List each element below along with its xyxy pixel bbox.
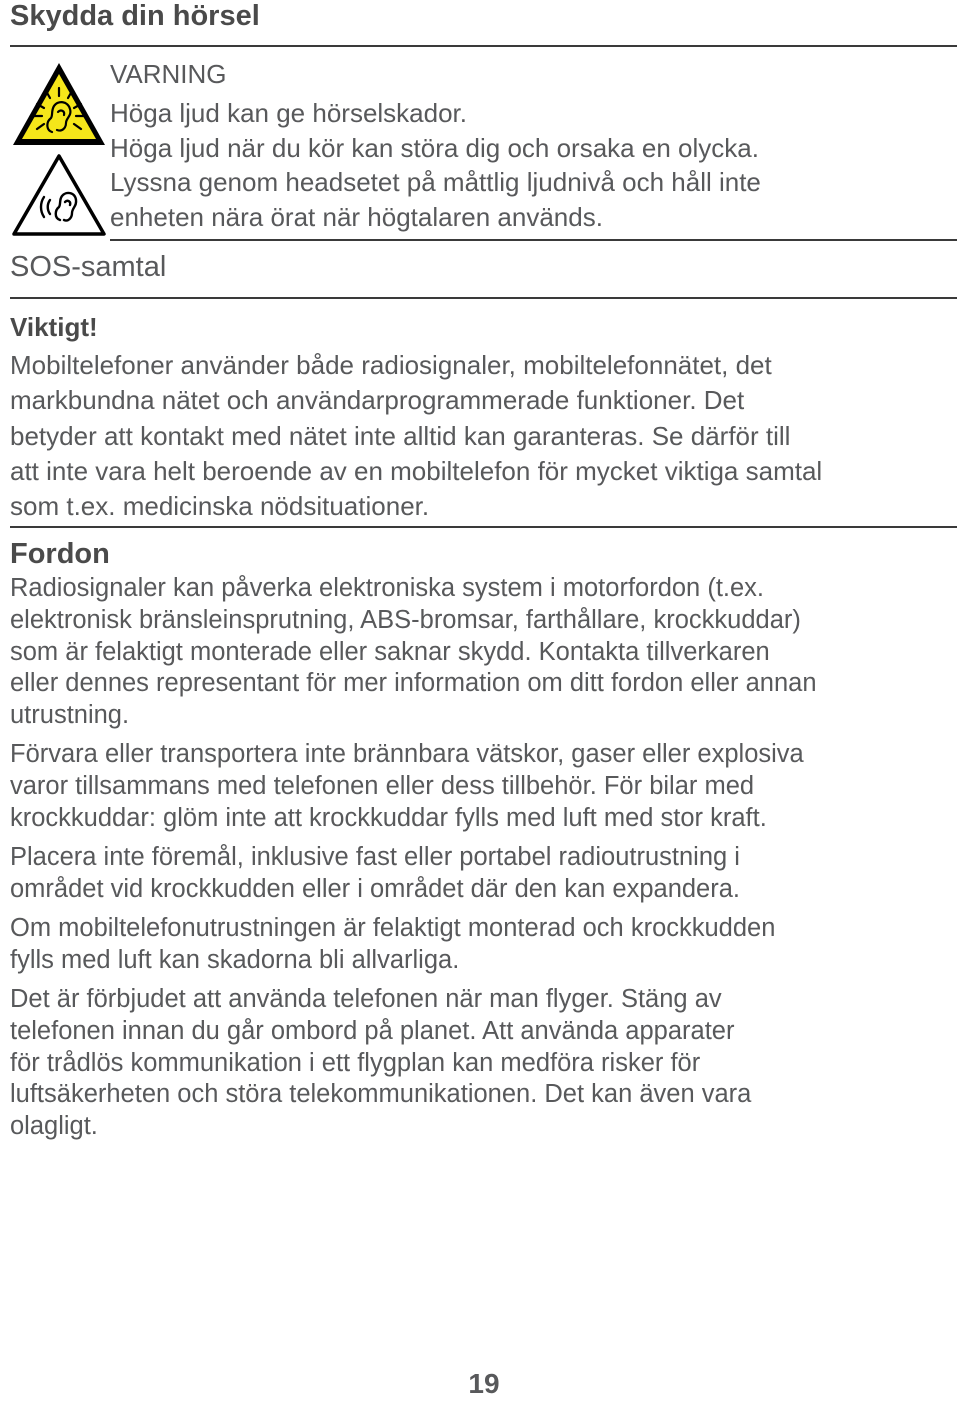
vehicle-paragraph-1: [10, 573, 955, 732]
text-line: olagligt.: [10, 1112, 98, 1141]
section-divider: [110, 239, 957, 241]
text-line: betyder att kontakt med nätet inte alltid kan garanteras. Se därför till: [10, 420, 791, 451]
text-line: elektronisk bränsleinsprutning, ABS-bromsar, farthållare, krockkuddar): [10, 605, 801, 634]
vehicle-paragraph-5: [10, 984, 955, 1143]
section-title-sos: SOS-samtal: [10, 251, 167, 283]
hearing-warning-text: [110, 96, 955, 234]
hearing-warning-outline-icon: [10, 152, 108, 238]
text-line: att inte vara helt beroende av en mobiltelefon för mycket viktiga samtal: [10, 455, 823, 486]
text-line: Om mobiltelefonutrustningen är felaktigt monterad och krockkudden: [10, 914, 776, 942]
text-line: Placera inte föremål, inklusive fast eller portabel radioutrustning i: [10, 843, 740, 871]
text-line: för trådlös kommunikation i ett flygplan kan medföra risker för: [10, 1048, 701, 1077]
text-line: telefonen innan du går ombord på planet. Att använda apparater: [10, 1016, 735, 1045]
text-line: området vid krockkudden eller i området där den kan expandera.: [10, 874, 740, 903]
warning-label: VARNING: [110, 59, 227, 89]
page-number: 19: [468, 1368, 500, 1399]
text-line: som är felaktigt monterade eller saknar skydd. Kontakta tillverkaren: [10, 637, 770, 666]
section-divider: [10, 297, 957, 299]
text-line: utrustning.: [10, 701, 130, 730]
sos-text: [10, 348, 958, 524]
section-divider: [10, 45, 957, 47]
section-title-hearing: Skydda din hörsel: [10, 0, 260, 32]
text-line: eller dennes representant för mer information om ditt fordon eller annan: [10, 669, 817, 698]
hearing-warning-yellow-icon: [10, 60, 108, 148]
text-line: varor tillsammans med telefonen eller dess tillbehör. För bilar med: [10, 771, 755, 800]
text-line: krockkuddar: glöm inte att krockkuddar fylls med luft med stor kraft.: [10, 803, 767, 832]
text-line: luftsäkerheten och störa telekommunikationen. Det kan även vara: [10, 1080, 752, 1109]
text-line: Höga ljud när du kör kan störa dig och orsaka en olycka.: [110, 132, 759, 163]
text-line: fylls med luft kan skadorna bli allvarliga.: [10, 945, 460, 974]
text-line: Höga ljud kan ge hörselskador.: [110, 98, 468, 128]
section-title-vehicle: Fordon: [10, 538, 110, 570]
text-line: markbundna nätet och användarprogrammerade funktioner. Det: [10, 385, 745, 416]
text-line: som t.ex. medicinska nödsituationer.: [10, 491, 430, 522]
text-line: Förvara eller transportera inte brännbara vätskor, gaser eller explosiva: [10, 740, 804, 768]
vehicle-paragraph-2: [10, 739, 955, 834]
vehicle-paragraph-4: [10, 913, 955, 977]
important-label: Viktigt!: [10, 312, 98, 342]
text-line: Det är förbjudet att använda telefonen när man flyger. Stäng av: [10, 985, 722, 1013]
section-divider: [10, 526, 957, 528]
text-line: enheten nära örat när högtalaren används.: [110, 201, 603, 232]
text-line: Lyssna genom headsetet på måttlig ljudnivå och håll inte: [110, 167, 761, 197]
vehicle-paragraph-3: [10, 842, 955, 906]
text-line: Radiosignaler kan påverka elektroniska system i motorfordon (t.ex.: [10, 574, 765, 602]
text-line: Mobiltelefoner använder både radiosignaler, mobiltelefonnätet, det: [10, 350, 772, 380]
